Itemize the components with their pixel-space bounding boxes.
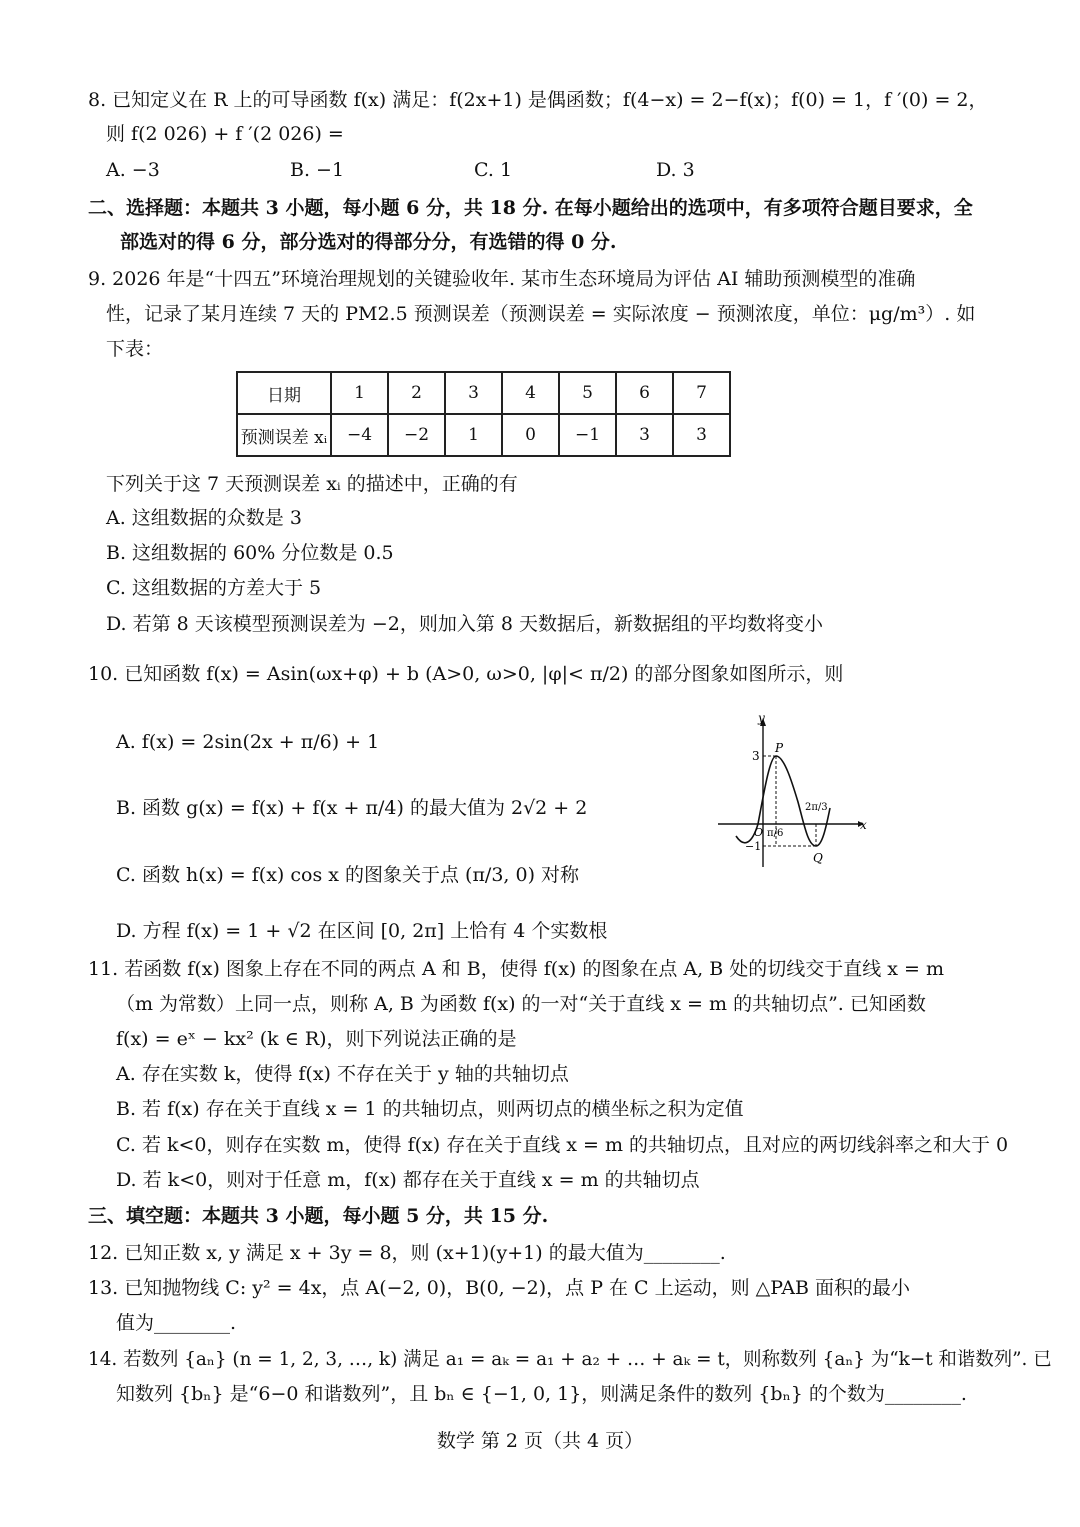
q13-line-2: 值为________. xyxy=(116,1312,237,1334)
q11-option-d: D. 若 k<0，则对于任意 m，f(x) 都存在关于直线 x = m 的共轴切点 xyxy=(116,1169,700,1191)
q9-line-1: 9. 2026 年是“十四五”环境治理规划的关键验收年. 某市生态环境局为评估 AI 辅助预测模型的准确 xyxy=(88,268,916,290)
table-row xyxy=(237,372,730,414)
q8-options xyxy=(106,157,726,183)
q10-option-d: D. 方程 f(x) = 1 + √2 在区间 [0, 2π] 上恰有 4 个实数根 xyxy=(116,920,608,942)
x-axis-label: x xyxy=(860,818,867,832)
y-min-label: −1 xyxy=(745,840,762,853)
q11-line-2: （m 为常数）上同一点，则称 A, B 为函数 f(x) 的一对“关于直线 x = m 的共轴切点”. 已知函数 xyxy=(116,993,926,1015)
section2-header-2: 部选对的得 6 分，部分选对的得部分分，有选错的得 0 分. xyxy=(120,231,617,253)
q9-option-d: D. 若第 8 天该模型预测误差为 −2，则加入第 8 天数据后，新数据组的平均数将变小 xyxy=(106,613,824,635)
section2-header: 二、选择题：本题共 3 小题，每小题 6 分，共 18 分. 在每小题给出的选项中，有多项符合题目要求，全 xyxy=(88,197,973,219)
table-cell-error: −2 xyxy=(388,414,445,456)
section3-header: 三、填空题：本题共 3 小题，每小题 5 分，共 15 分. xyxy=(88,1205,549,1227)
q10-option-a: A. f(x) = 2sin(2x + π/6) + 1 xyxy=(116,731,380,753)
x-tick-2pi-3: 2π/3 xyxy=(805,802,828,813)
q10-function-graph xyxy=(712,712,872,872)
table-cell-day: 7 xyxy=(673,372,730,414)
origin-label: O xyxy=(754,826,764,839)
q11-line-3: f(x) = eˣ − kx² (k ∈ R)，则下列说法正确的是 xyxy=(116,1028,517,1050)
table-cell-day: 3 xyxy=(445,372,502,414)
q12-text: 12. 已知正数 x, y 满足 x + 3y = 8，则 (x+1)(y+1) 的最大值为________. xyxy=(88,1242,726,1264)
q8-stem-2: 则 f(2 026) + f ′(2 026) = xyxy=(106,123,344,145)
table-cell-error: 0 xyxy=(502,414,559,456)
q9-question: 下列关于这 7 天预测误差 xᵢ 的描述中，正确的有 xyxy=(106,473,518,495)
q11-option-c: C. 若 k<0，则存在实数 m，使得 f(x) 存在关于直线 x = m 的共轴切点，且对应的两切线斜率之和大于 0 xyxy=(116,1134,1009,1156)
table-cell-day: 2 xyxy=(388,372,445,414)
y-max-label: 3 xyxy=(752,749,760,763)
table-cell-error: 3 xyxy=(673,414,730,456)
table-cell-day: 5 xyxy=(559,372,616,414)
q9-option-b: B. 这组数据的 60% 分位数是 0.5 xyxy=(106,542,394,564)
table-cell-error: 1 xyxy=(445,414,502,456)
q11-line-1: 11. 若函数 f(x) 图象上存在不同的两点 A 和 B，使得 f(x) 的图象在点 A, B 处的切线交于直线 x = m xyxy=(88,958,944,980)
table-header-date: 日期 xyxy=(237,372,331,414)
point-p-label: P xyxy=(775,741,784,755)
q11-option-b: B. 若 f(x) 存在关于直线 x = 1 的共轴切点，则两切点的横坐标之积为定值 xyxy=(116,1098,744,1120)
q10-option-b: B. 函数 g(x) = f(x) + f(x + π/4) 的最大值为 2√2 + 2 xyxy=(116,797,588,819)
table-cell-error: −4 xyxy=(331,414,388,456)
q13-line-1: 13. 已知抛物线 C: y² = 4x，点 A(−2, 0)，B(0, −2)，点 P 在 C 上运动，则 △PAB 面积的最小 xyxy=(88,1277,911,1299)
page-footer: 数学 第 2 页（共 4 页） xyxy=(436,1430,644,1452)
q9-option-c: C. 这组数据的方差大于 5 xyxy=(106,577,322,599)
q8-option-b: B. −1 xyxy=(290,159,345,181)
q9-option-a: A. 这组数据的众数是 3 xyxy=(106,507,302,529)
table-cell-day: 4 xyxy=(502,372,559,414)
q14-line-2: 知数列 {bₙ} 是“6−0 和谐数列”，且 bₙ ∈ {−1, 0, 1}，则满足条件的数列 {bₙ} 的个数为________. xyxy=(116,1383,967,1405)
table-cell-error: −1 xyxy=(559,414,616,456)
q9-line-3: 下表： xyxy=(106,338,164,360)
q9-line-2: 性，记录了某月连续 7 天的 PM2.5 预测误差（预测误差 = 实际浓度 − 预测浓度，单位：μg/m³）. 如 xyxy=(106,303,976,325)
q8-option-a: A. −3 xyxy=(106,159,160,181)
table-cell-day: 6 xyxy=(616,372,673,414)
table-cell-day: 1 xyxy=(331,372,388,414)
q8-option-c: C. 1 xyxy=(474,159,513,181)
q14-line-1: 14. 若数列 {aₙ} (n = 1, 2, 3, …, k) 满足 a₁ = aₖ = a₁ + a₂ + … + aₖ = t，则称数列 {aₙ} 为“k−t 和谐数列”. 已 xyxy=(88,1348,1052,1370)
q8-stem: 8. 已知定义在 R 上的可导函数 f(x) 满足：f(2x+1) 是偶函数；f(4−x) = 2−f(x)；f(0) = 1，f ′(0) = 2， xyxy=(88,89,988,111)
q11-option-a: A. 存在实数 k，使得 f(x) 不存在关于 y 轴的共轴切点 xyxy=(116,1063,569,1085)
point-q-label: Q xyxy=(813,851,823,865)
q10-stem: 10. 已知函数 f(x) = Asin(ωx+φ) + b (A>0, ω>0, |φ|< π/2) 的部分图象如图所示，则 xyxy=(88,663,844,685)
x-tick-pi-6: π/6 xyxy=(767,828,784,839)
q8-option-d: D. 3 xyxy=(656,159,695,181)
q10-option-c: C. 函数 h(x) = f(x) cos x 的图象关于点 (π/3, 0) 对称 xyxy=(116,864,580,886)
q9-error-table xyxy=(236,371,731,457)
table-header-error: 预测误差 xᵢ xyxy=(237,414,331,456)
y-axis-label: y xyxy=(758,712,765,725)
table-row xyxy=(237,414,730,456)
table-cell-error: 3 xyxy=(616,414,673,456)
